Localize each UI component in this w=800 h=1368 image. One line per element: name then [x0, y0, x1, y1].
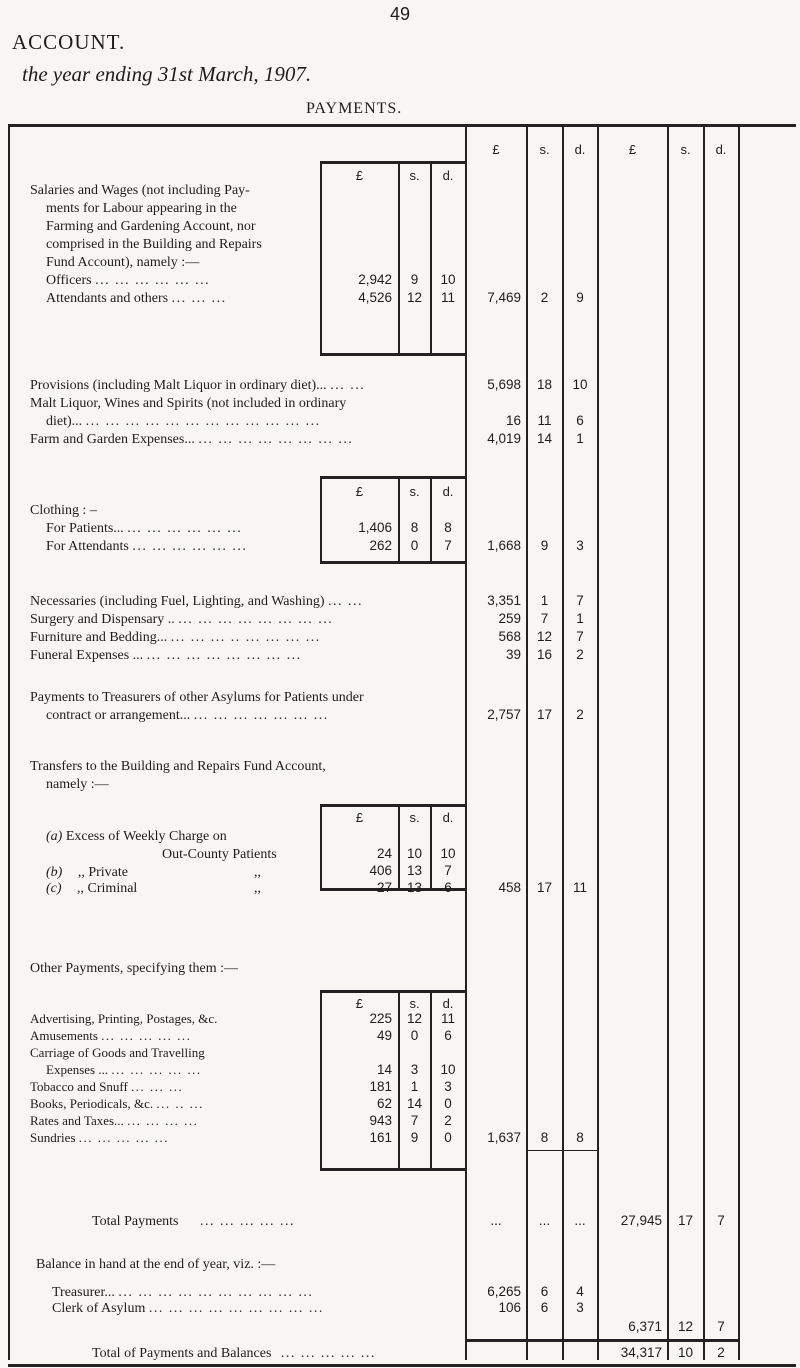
necessaries-s: 1 — [540, 593, 549, 608]
other-box-bottom — [320, 1168, 465, 1171]
transfer-c-ditto: ,, — [254, 881, 261, 896]
row-label: Tobacco and Snuff — [30, 1079, 128, 1094]
transfers-total-d: 11 — [572, 880, 587, 895]
malt-liquor-row: Malt Liquor, Wines and Spirits (not included in ordinary — [30, 396, 347, 411]
treasurers-s: 17 — [536, 707, 553, 722]
other-total-s: 8 — [540, 1130, 549, 1145]
provisions-row — [30, 377, 365, 394]
malt-liquor-row-2 — [46, 413, 321, 430]
leader-dots: ... ... ... ... ... — [200, 1214, 296, 1229]
other-row-advertising: Advertising, Printing, Postages, &c. — [30, 1011, 218, 1026]
transfers-box-top — [320, 804, 465, 807]
transfer-c-pounds: 27 — [376, 880, 392, 895]
tobacco-l: 181 — [369, 1079, 392, 1094]
amusements-l: 49 — [376, 1028, 392, 1043]
other-total-d: 8 — [576, 1130, 584, 1145]
necessaries-d: 7 — [576, 593, 584, 608]
transfer-a-l: 24 — [376, 846, 392, 861]
rates-s: 7 — [410, 1113, 419, 1128]
farm-garden-row — [30, 431, 353, 448]
balance-treasurer-d: 4 — [576, 1284, 584, 1299]
salaries-text-3: Farming and Gardening Account, nor — [46, 219, 256, 234]
clothing-patients-s: 8 — [410, 520, 419, 535]
salaries-text-2: ments for Labour appearing in the — [46, 201, 237, 216]
header-pound-1: £ — [492, 142, 500, 157]
salaries-box-top — [320, 161, 465, 164]
malt-liquor-s: 11 — [537, 413, 552, 428]
transfer-b-l: 406 — [369, 863, 392, 878]
necessaries-row — [30, 593, 363, 610]
salaries-officers-d: 10 — [440, 272, 456, 287]
leader-dots: ... ... ... ... ... ... ... ... — [178, 612, 334, 627]
leader-dots: ... ... ... ... ... ... ... ... ... ... — [118, 1285, 314, 1300]
transfers-hdr-shilling: s. — [409, 810, 420, 825]
malt-liquor-d: 6 — [576, 413, 584, 428]
item-tag: (a) — [46, 829, 63, 844]
clothing-total-s: 9 — [540, 538, 549, 553]
transfer-b-row — [46, 864, 128, 881]
surgery-l: 259 — [498, 611, 521, 626]
clothing-box-top — [320, 476, 465, 479]
salaries-total-s: 2 — [540, 290, 549, 305]
transfer-a-s: 10 — [406, 846, 423, 861]
malt-liquor-l: 16 — [505, 413, 521, 428]
top-rule — [8, 124, 796, 127]
transfer-a-d: 10 — [440, 846, 456, 861]
transfer-b-d: 7 — [444, 863, 452, 878]
row-label: Sundries — [30, 1130, 76, 1145]
row-label: diet)... — [46, 414, 83, 429]
carriage-l: 14 — [376, 1062, 392, 1077]
row-label: Total Payments — [92, 1214, 179, 1229]
salaries-text-1: Salaries and Wages (not including Pay- — [30, 183, 250, 198]
surgery-s: 7 — [540, 611, 549, 626]
row-label: ,, Criminal — [77, 881, 138, 896]
necessaries-l: 3,351 — [487, 593, 521, 608]
other-title: Other Payments, specifying them :— — [30, 961, 239, 976]
other-hdr-pound: £ — [355, 996, 364, 1011]
balance-total-s: 12 — [677, 1319, 694, 1334]
tobacco-d: 3 — [444, 1079, 452, 1094]
clothing-patients-d: 8 — [444, 520, 452, 535]
clothing-attendants-s: 0 — [410, 538, 419, 553]
other-total-l: 1,637 — [487, 1130, 521, 1145]
clothing-hdr-pound: £ — [355, 484, 364, 499]
grand-total-row — [92, 1345, 376, 1362]
treasurers-line2 — [46, 707, 329, 724]
row-label: Books, Periodicals, &c. — [30, 1096, 154, 1111]
books-l: 62 — [376, 1096, 392, 1111]
surgery-row — [30, 611, 333, 628]
balance-total-d: 7 — [717, 1319, 725, 1334]
leader-dots: ... ... ... ... ... — [101, 1028, 192, 1043]
transfers-total-s: 17 — [536, 880, 553, 895]
transfer-a-row — [46, 828, 227, 845]
leader-dots: ... ... ... ... ... ... ... ... ... ... ... ... — [85, 414, 321, 429]
clothing-patients-l: 1,406 — [358, 520, 392, 535]
row-label: Surgery and Dispensary .. — [30, 612, 175, 627]
grand-total-s: 10 — [677, 1345, 694, 1360]
other-hdr-pence: d. — [442, 996, 454, 1011]
transfers-hdr-pound: £ — [355, 810, 364, 825]
section-title: PAYMENTS. — [306, 100, 403, 117]
rates-l: 943 — [369, 1113, 392, 1128]
balance-total-l: 6,371 — [628, 1319, 662, 1334]
col-rule-7 — [738, 127, 740, 1360]
salaries-box-div1 — [398, 161, 400, 355]
total-payments-s: 17 — [677, 1213, 694, 1228]
salaries-attendants-d: 11 — [440, 290, 455, 305]
salaries-text-5: Fund Account), namely :— — [46, 255, 200, 270]
col-rule-2 — [526, 127, 528, 1360]
row-label: For Patients... — [46, 521, 124, 536]
row-label: Furniture and Bedding... — [30, 630, 168, 645]
row-label: Clerk of Asylum — [52, 1301, 146, 1316]
col-rule-6 — [703, 127, 705, 1360]
row-label: Funeral Expenses ... — [30, 648, 144, 663]
bottom-rule — [8, 1364, 796, 1367]
leader-dots: ... .. ... — [156, 1096, 204, 1111]
salaries-box-div2 — [430, 161, 432, 355]
carriage-d: 10 — [440, 1062, 456, 1077]
clothing-total-l: 1,668 — [487, 538, 521, 553]
total-payments-blank-l: ... — [490, 1213, 502, 1228]
row-label: contract or arrangement... — [46, 708, 191, 723]
advertising-s: 12 — [406, 1011, 423, 1026]
furniture-l: 568 — [498, 629, 521, 644]
balance-title: Balance in hand at the end of year, viz. :— — [36, 1257, 276, 1272]
funeral-l: 39 — [505, 647, 521, 662]
funeral-row — [30, 647, 302, 664]
balance-clerk-d: 3 — [576, 1300, 584, 1315]
row-label: Expenses ... — [46, 1062, 109, 1077]
leader-dots: ... ... ... ... ... ... ... ... — [198, 432, 354, 447]
col-rule-5 — [667, 127, 669, 1360]
other-row-books — [30, 1096, 204, 1112]
other-row-rates — [30, 1113, 198, 1129]
transfers-line2: namely :— — [46, 777, 109, 792]
funeral-d: 2 — [576, 647, 584, 662]
grand-total-l: 34,317 — [620, 1345, 662, 1360]
col-rule-4 — [597, 127, 599, 1360]
clothing-title: Clothing : – — [30, 503, 97, 518]
funeral-s: 16 — [536, 647, 553, 662]
books-d: 0 — [444, 1096, 452, 1111]
leader-dots: ... ... ... ... ... — [280, 1346, 376, 1361]
advertising-l: 225 — [369, 1011, 392, 1026]
transfer-c-amount — [321, 880, 392, 895]
clothing-total-d: 3 — [576, 538, 584, 553]
leader-dots: ... ... ... ... ... — [111, 1062, 202, 1077]
salaries-hdr-shilling: s. — [409, 168, 420, 183]
salaries-hdr-pound: £ — [355, 168, 364, 183]
clothing-hdr-pence: d. — [442, 484, 454, 499]
furniture-d: 7 — [576, 629, 584, 644]
salaries-box-bottom — [320, 353, 465, 356]
row-label: ,, Private — [77, 865, 128, 880]
balance-clerk-row — [52, 1300, 324, 1317]
total-payments-l: 27,945 — [620, 1213, 662, 1228]
salaries-officers-l: 2,942 — [358, 272, 392, 287]
total-payments-d: 7 — [717, 1213, 725, 1228]
sundries-l: 161 — [369, 1130, 392, 1145]
row-label: Officers — [46, 273, 92, 288]
sundries-s: 9 — [410, 1130, 419, 1145]
header-pound-2: £ — [628, 142, 637, 157]
header-shilling-1: s. — [539, 142, 550, 157]
total-payments-blank-d: ... — [574, 1213, 586, 1228]
advertising-d: 11 — [440, 1011, 455, 1026]
transfers-hdr-pence: d. — [442, 810, 454, 825]
salaries-total-d: 9 — [576, 290, 584, 305]
total-payments-blank-s: ... — [538, 1213, 551, 1228]
other-row-carriage: Carriage of Goods and Travelling — [30, 1045, 205, 1060]
leader-dots: ... ... — [328, 594, 363, 609]
transfer-c-row — [46, 880, 137, 897]
clothing-attendants-l: 262 — [369, 538, 392, 553]
treasurers-l: 2,757 — [487, 707, 521, 722]
provisions-l: 5,698 — [487, 377, 521, 392]
furniture-row — [30, 629, 321, 646]
clothing-attendants-d: 7 — [444, 538, 452, 553]
clothing-patients-row — [46, 520, 242, 537]
leader-dots: ... ... ... ... ... ... — [132, 539, 248, 554]
other-row-amusements — [30, 1028, 191, 1044]
balance-treasurer-s: 6 — [540, 1284, 549, 1299]
salaries-row-officers — [46, 272, 210, 289]
col-rule-3 — [562, 127, 564, 1360]
col-rule-1 — [465, 127, 467, 1360]
books-s: 14 — [406, 1096, 423, 1111]
balance-treasurer-row — [52, 1284, 313, 1301]
treasurers-d: 2 — [576, 707, 584, 722]
salaries-row-attendants — [46, 290, 227, 307]
other-row-carriage-2 — [46, 1062, 202, 1078]
leader-dots: ... ... ... ... ... ... ... ... — [146, 648, 302, 663]
farm-garden-d: 1 — [576, 431, 584, 446]
row-label: For Attendants — [46, 539, 129, 554]
transfers-total-l: 458 — [498, 880, 521, 895]
row-label: Total of Payments and Balances — [92, 1346, 272, 1361]
transfer-c-d: 6 — [444, 880, 452, 895]
other-row-tobacco — [30, 1079, 183, 1095]
row-label: Treasurer... — [52, 1285, 115, 1300]
surgery-d: 1 — [576, 611, 584, 626]
page-number: 49 — [390, 4, 411, 24]
salaries-box-left — [320, 161, 322, 355]
furniture-s: 12 — [536, 629, 553, 644]
provisions-d: 10 — [572, 377, 588, 392]
other-total-rule — [527, 1150, 597, 1151]
transfer-c-l — [321, 870, 392, 871]
item-tag: (c) — [46, 881, 62, 896]
leader-dots: ... ... ... ... — [127, 1113, 199, 1128]
salaries-text-4: comprised in the Building and Repairs — [46, 237, 262, 252]
sundries-d: 0 — [444, 1130, 452, 1145]
clothing-hdr-shilling: s. — [409, 484, 420, 499]
treasurers-line1: Payments to Treasurers of other Asylums for Patients under — [30, 690, 364, 705]
row-label: Farm and Garden Expenses... — [30, 432, 195, 447]
total-payments-row — [92, 1213, 295, 1230]
farm-garden-l: 4,019 — [487, 431, 521, 446]
page-heading: ACCOUNT. — [12, 30, 126, 54]
rates-d: 2 — [444, 1113, 452, 1128]
page-subheading: the year ending 31st March, 1907. — [22, 62, 312, 86]
amusements-d: 6 — [444, 1028, 452, 1043]
amusements-s: 0 — [410, 1028, 419, 1043]
salaries-attendants-l: 4,526 — [358, 290, 392, 305]
transfer-b-s: 13 — [406, 863, 423, 878]
leader-dots: ... ... ... — [171, 291, 227, 306]
leader-dots: ... ... ... ... ... ... ... ... ... — [148, 1301, 324, 1316]
transfers-line1: Transfers to the Building and Repairs Fund Account, — [30, 759, 326, 774]
balance-clerk-s: 6 — [540, 1300, 549, 1315]
header-shilling-2: s. — [680, 142, 691, 157]
leader-dots: ... ... ... ... ... — [78, 1130, 169, 1145]
salaries-total-l: 7,469 — [487, 290, 521, 305]
transfer-b-ditto: ,, — [254, 865, 261, 880]
row-label: Necessaries (including Fuel, Lighting, and Washing) — [30, 594, 325, 609]
row-label: Provisions (including Malt Liquor in ordinary diet)... — [30, 378, 327, 393]
other-hdr-shilling: s. — [409, 996, 420, 1011]
leader-dots: ... ... — [330, 378, 366, 393]
salaries-attendants-s: 12 — [406, 290, 423, 305]
transfer-a-row-2: Out-County Patients — [162, 847, 277, 862]
balance-clerk-l: 106 — [498, 1300, 521, 1315]
row-label: Attendants and others — [46, 291, 169, 306]
salaries-hdr-pence: d. — [442, 168, 454, 183]
item-tag: (b) — [46, 865, 63, 880]
provisions-s: 18 — [536, 377, 553, 392]
farm-garden-s: 14 — [536, 431, 553, 446]
carriage-s: 3 — [410, 1062, 419, 1077]
transfer-c-s: 13 — [406, 880, 423, 895]
other-row-sundries — [30, 1130, 169, 1146]
grand-total-d: 2 — [717, 1345, 725, 1360]
grand-total-rule — [466, 1339, 738, 1342]
row-label: Rates and Taxes... — [30, 1113, 124, 1128]
tobacco-s: 1 — [410, 1079, 419, 1094]
balance-treasurer-l: 6,265 — [487, 1284, 521, 1299]
clothing-box-bottom — [320, 561, 465, 564]
salaries-officers-s: 9 — [410, 272, 419, 287]
leader-dots: ... ... ... ... ... ... — [127, 521, 243, 536]
leader-dots: ... ... ... ... ... ... — [95, 273, 211, 288]
leader-dots: ... ... ... ... ... ... ... — [193, 708, 329, 723]
other-box-top — [320, 990, 465, 993]
clothing-attendants-row — [46, 538, 247, 555]
row-label: Excess of Weekly Charge on — [65, 829, 227, 844]
left-margin-rule — [8, 124, 10, 1360]
row-label: Amusements — [30, 1028, 98, 1043]
leader-dots: ... ... ... .. ... ... ... ... — [170, 630, 321, 645]
leader-dots: ... ... ... — [131, 1079, 184, 1094]
header-pence-1: d. — [574, 142, 586, 157]
header-pence-2: d. — [715, 142, 727, 157]
